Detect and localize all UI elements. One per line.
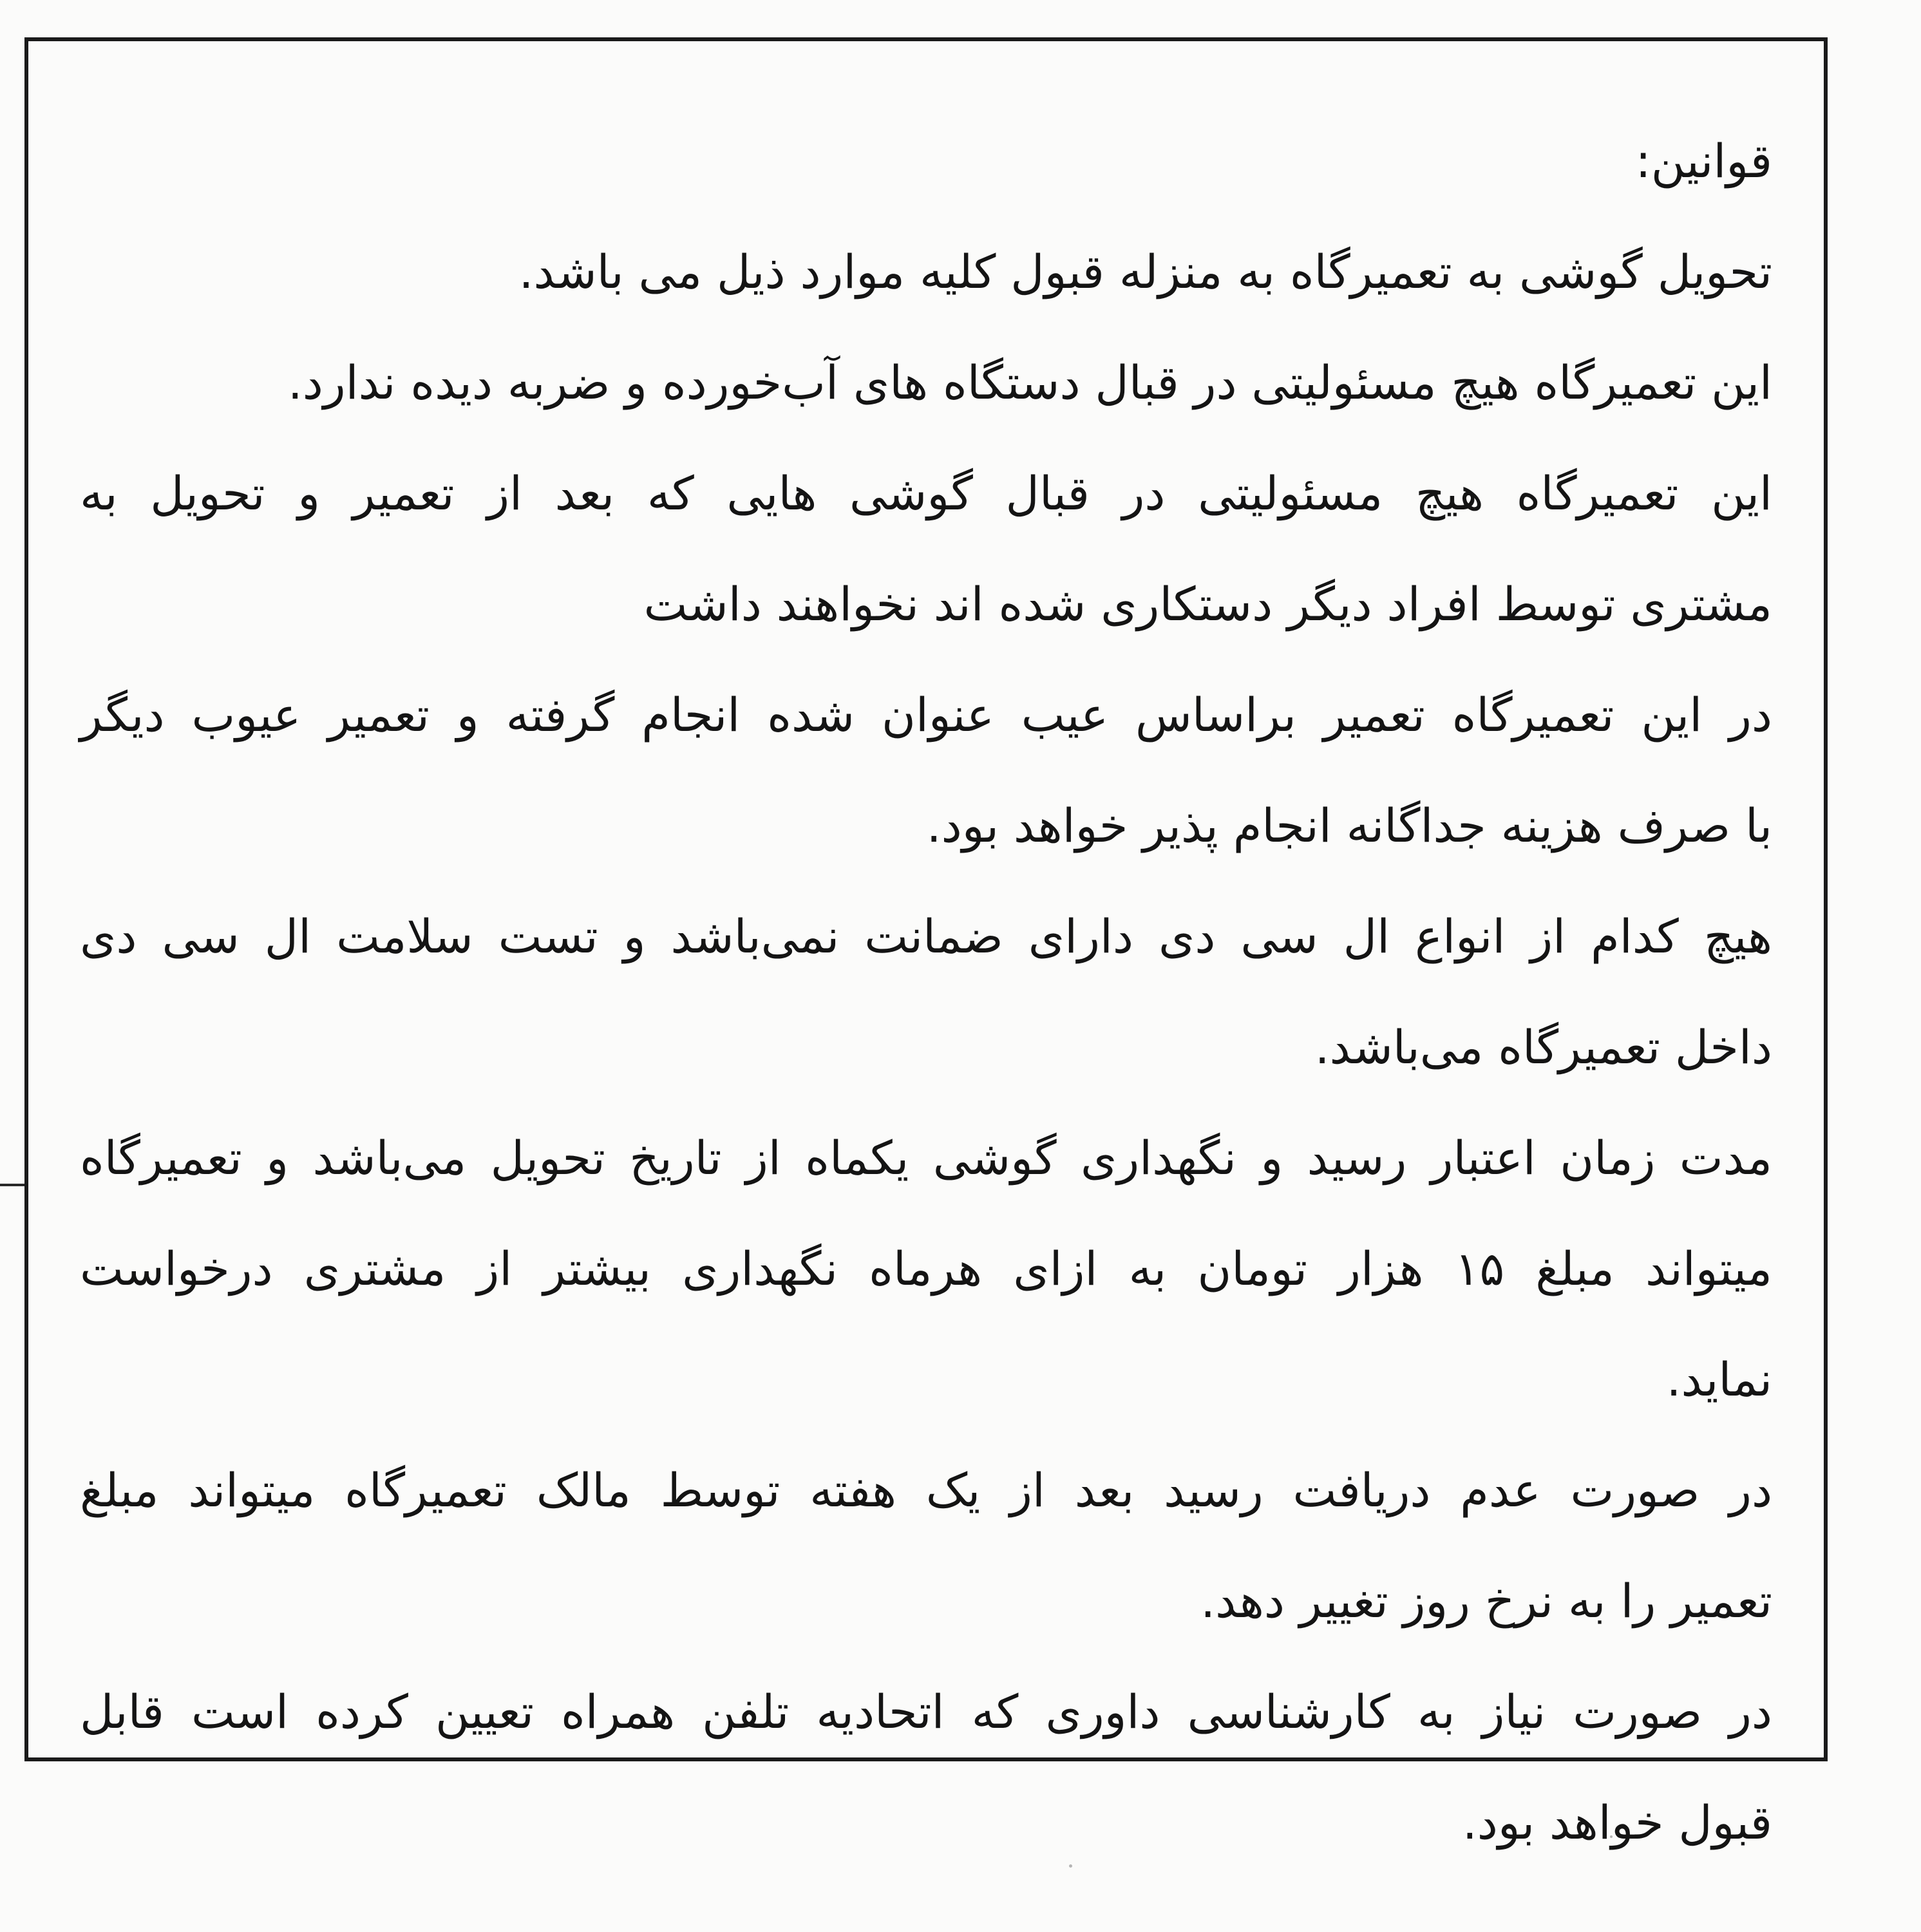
rule-line: در صورت نیاز به کارشناسی داوری که اتحادیه تلفن همراه تعیین کرده است قابل [80, 1685, 1772, 1739]
rules-text [80, 106, 1772, 1878]
rule-line: مشتری توسط افراد دیگر دستکاری شده اند نخواهند داشت [643, 577, 1772, 631]
rule-line: در این تعمیرگاه تعمیر براساس عیب عنوان شده انجام گرفته و تعمیر عیوب دیگر [80, 688, 1772, 742]
rule-line: قبول خواهد بود. [1462, 1795, 1772, 1850]
rule-line: در صورت عدم دریافت رسید بعد از یک هفته توسط مالک تعمیرگاه میتواند مبلغ [80, 1463, 1772, 1517]
rule-line: داخل تعمیرگاه می‌باشد. [1314, 1020, 1772, 1074]
rule-line: هیچ کدام از انواع ال سی دی دارای ضمانت نمی‌باشد و تست سلامت ال سی دی [80, 909, 1772, 963]
rule-line: نماید. [1666, 1352, 1772, 1406]
rule-line: این تعمیرگاه هیچ مسئولیتی در قبال دستگاه های آب‌خورده و ضربه دیده ندارد. [287, 355, 1772, 410]
left-edge-mark [0, 1184, 26, 1186]
rule-line: مدت زمان اعتبار رسید و نگهداری گوشی یکماه از تاریخ تحویل می‌باشد و تعمیرگاه [80, 1131, 1772, 1185]
rule-line: تحویل گوشی به تعمیرگاه به منزله قبول کلیه موارد ذیل می باشد. [518, 245, 1772, 299]
rules-title: قوانین: [1635, 134, 1772, 188]
rule-line: با صرف هزینه جداگانه انجام پذیر خواهد بود. [926, 799, 1772, 853]
rule-line: میتواند مبلغ ۱۵ هزار تومان به ازای هرماه نگهداری بیشتر از مشتری درخواست [80, 1242, 1772, 1296]
rule-line: این تعمیرگاه هیچ مسئولیتی در قبال گوشی هایی که بعد از تعمیر و تحویل به [80, 466, 1772, 520]
rules-frame [24, 37, 1828, 1850]
rule-line: تعمیر را به نرخ روز تغییر دهد. [1200, 1574, 1772, 1628]
